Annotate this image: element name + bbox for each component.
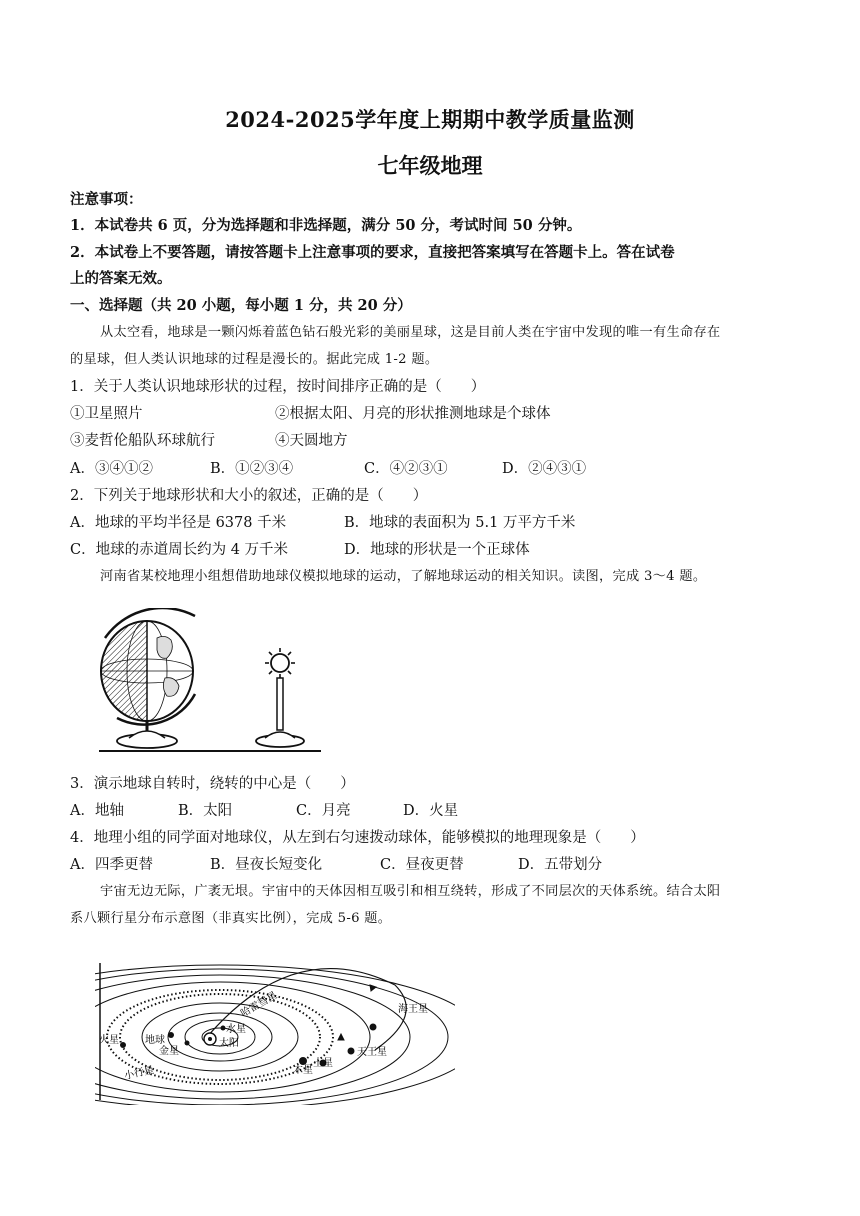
solar-system-diagram bbox=[95, 955, 455, 1105]
neptune-dot bbox=[370, 1024, 377, 1031]
passage-2: 河南省某校地理小组想借助地球仪模拟地球的运动，了解地球运动的相关知识。读图，完成 3～4 题。 bbox=[100, 569, 707, 584]
venus-dot bbox=[185, 1041, 190, 1046]
question-4-stem: 4．地理小组的同学面对地球仪，从左到右匀速拨动球体，能够模拟的地理现象是（ ） bbox=[70, 830, 645, 846]
question-3-option-a: A．地轴 bbox=[70, 803, 124, 819]
label-saturn: 土星 bbox=[313, 1058, 333, 1069]
question-2-option-d: D．地球的形状是一个正球体 bbox=[344, 542, 530, 558]
earth-dot bbox=[168, 1032, 174, 1038]
question-2-stem: 2．下列关于地球形状和大小的叙述，正确的是（ ） bbox=[70, 488, 428, 504]
passage-1-line-1: 从太空看，地球是一颗闪烁着蓝色钻石般光彩的美丽星球，这是目前人类在宇宙中发现的唯一有生命存在 bbox=[100, 325, 721, 340]
label-comet: 哈雷彗星 bbox=[239, 990, 280, 1020]
label-mars: 火星 bbox=[99, 1035, 119, 1046]
passage-3-line-1: 宇宙无边无际，广袤无垠。宇宙中的天体因相互吸引和相互绕转，形成了不同层次的天体系统。结合太阳 bbox=[100, 884, 721, 899]
label-jupiter: 木星 bbox=[293, 1065, 313, 1076]
question-1-option-b: B．①②③④ bbox=[210, 461, 294, 477]
exam-subtitle: 七年级地理 bbox=[377, 153, 483, 178]
notice-item-2: 2．本试卷上不要答题，请按答题卡上注意事项的要求，直接把答案填写在答题卡上。答在试卷 bbox=[70, 244, 675, 261]
question-1-item-2: ②根据太阳、月亮的形状推测地球是个球体 bbox=[275, 406, 551, 422]
mars-dot bbox=[120, 1042, 126, 1048]
label-asteroid: 小行星 bbox=[123, 1064, 155, 1082]
globe-icon bbox=[101, 608, 195, 748]
question-3-option-d: D．火星 bbox=[403, 803, 459, 819]
label-earth: 地球 bbox=[145, 1035, 165, 1046]
question-1-stem: 1．关于人类认识地球形状的过程，按时间排序正确的是（ ） bbox=[70, 379, 486, 395]
notice-item-2-cont: 上的答案无效。 bbox=[70, 270, 172, 287]
question-4-option-a: A．四季更替 bbox=[70, 857, 153, 873]
label-mercury: 水星 bbox=[226, 1024, 246, 1035]
question-2-option-a: A．地球的平均半径是 6378 千米 bbox=[70, 515, 287, 531]
jupiter-dot bbox=[299, 1057, 307, 1065]
label-uranus: 天王星 bbox=[357, 1047, 387, 1058]
label-venus: 金星 bbox=[159, 1046, 179, 1057]
question-3-stem: 3．演示地球自转时，绕转的中心是（ ） bbox=[70, 776, 355, 792]
globe-figure bbox=[95, 608, 325, 758]
passage-3-line-2: 系八颗行星分布示意图（非真实比例），完成 5-6 题。 bbox=[70, 911, 392, 926]
sun-lamp-icon bbox=[256, 648, 304, 747]
question-1-option-d: D．②④③① bbox=[502, 461, 587, 477]
question-4-option-b: B．昼夜长短变化 bbox=[210, 857, 323, 873]
mercury-dot bbox=[221, 1026, 226, 1031]
notice-item-1: 1．本试卷共 6 页，分为选择题和非选择题，满分 50 分，考试时间 50 分钟。 bbox=[70, 217, 582, 234]
question-4-option-d: D．五带划分 bbox=[518, 857, 603, 873]
uranus-dot bbox=[348, 1048, 355, 1055]
question-1-option-c: C．④②③① bbox=[364, 461, 448, 477]
sun-icon bbox=[204, 1033, 216, 1045]
question-1-item-4: ④天圆地方 bbox=[275, 433, 348, 449]
passage-1-line-2: 的星球，但人类认识地球的过程是漫长的。据此完成 1-2 题。 bbox=[70, 352, 439, 367]
question-2-option-b: B．地球的表面积为 5.1 万平方千米 bbox=[344, 515, 576, 531]
question-1-item-1: ①卫星照片 bbox=[70, 406, 143, 422]
question-3-option-b: B．太阳 bbox=[178, 803, 233, 819]
question-2-option-c: C．地球的赤道周长约为 4 万千米 bbox=[70, 542, 289, 558]
question-4-option-c: C．昼夜更替 bbox=[380, 857, 464, 873]
label-sun: 太阳 bbox=[219, 1038, 239, 1049]
question-1-item-3: ③麦哲伦船队环球航行 bbox=[70, 433, 215, 449]
section-heading: 一、选择题（共 20 小题，每小题 1 分，共 20 分） bbox=[70, 297, 412, 314]
question-1-option-a: A．③④①② bbox=[70, 461, 153, 477]
label-neptune: 海王星 bbox=[398, 1004, 428, 1015]
question-3-option-c: C．月亮 bbox=[296, 803, 351, 819]
exam-title: 2024-2025学年度上期期中教学质量监测 bbox=[225, 107, 635, 132]
notice-heading: 注意事项： bbox=[70, 191, 143, 208]
